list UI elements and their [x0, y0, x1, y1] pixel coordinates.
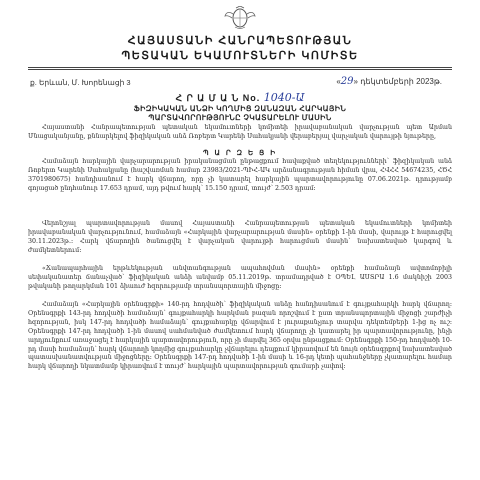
order-number: 1040-Ա — [263, 91, 305, 104]
header-divider — [28, 67, 452, 68]
resolve-heading: Պ Ա Ր Զ Ե Ց Ի — [202, 150, 278, 157]
order-number-line — [0, 91, 480, 104]
order-label: Հ Ր Ա Մ Ա Ն No. — [175, 93, 261, 103]
intro-paragraph: Հայաստանի Հանրապետության պետական եկամուտների կոմիտեի իրավաբանական վարչության պետ Արման Մնացականյանը, քննարկելով ֆիզիկական անձ Ռոբերտ Կարենի Սահակյանի վերաբերյալ վարչական վարույթի նյութերը, — [28, 124, 452, 140]
document-date: «29» դեկտեմբերի 2023թ. — [336, 76, 442, 87]
date-day: 29 — [340, 76, 354, 87]
header-divider-thin — [28, 69, 452, 70]
body-paragraph: Վերոնշյալ պարտավորության մասով Հայաստանի Հանրապետության պետական եկամուտների կոմիտեի իրավաբանական վարչությունում, համաձայն «Հարկային վարչարարության մասին» օրենքի 1-ին մասի, վարույթ է հարուցվել 30.11.2023թ.։ Հարկ վճարողին ծանուցվել է վարչական վարույթի հարուցման մասին՝ նախատեսված կարգով և ժամկետներում։ — [28, 220, 452, 254]
body-paragraph: «Ճանապարհային երթևեկության անվտանգության ապահովման մասին» օրենքի համաձայն ավտոմոբիլի սեփականատեր ճանաչված՝ ֆիզիկական անձի անվամբ 05.11.2019թ. տրամադրված է ՕՊԵԼ ԱՍՏՐԱ 1.6 մակնիշի 2003 թվականի թողարկման 101 ձիաուժ հզորությամբ տրանսպորտային միջոցը։ — [28, 265, 452, 290]
body-paragraph: Համաձայն հարկային վարչարարության իրականացման ընթացքում հավաքված տեղեկությունների՝ ֆիզիկական անձ Ռոբերտ Կարենի Սահակյանը (հաշվառման համար 23983/2021-ՊԻՀ-ԱԿ արձանագրության հիման վրա, ՀՎՀՀ 54674235, ՀԾՀ 3701980675) հանդիսանում է հարկ վճարող, որը չի կատարել հարկային պարտավորությունը 07.06.2021թ. դրությամբ գոյացած ընդհանուր 17.653 դրամ, այդ թվում հարկ՝ 15.150 դրամ, տույժ՝ 2.503 դրամ։ — [28, 158, 452, 192]
date-rest: » դեկտեմբերի 2023թ. — [353, 77, 442, 86]
address: ք. Երևան, Մ. Խորենացի 3 — [30, 78, 131, 87]
document-title-line-2: ՊԱՐՏԱՎՈՐՈՒԹՅՈՒՆԸ ՉԿԱՏԱՐԵԼՈՒ ՄԱՍԻՆ — [148, 113, 332, 122]
header-line-2: ՊԵՏԱԿԱՆ ԵԿԱՄՈՒՏՆԵՐԻ ԿՈՄԻՏԵ — [121, 50, 359, 62]
header-line-1: ՀԱՅԱՍՏԱՆԻ ՀԱՆՐԱՊԵՏՈՒԹՅԱՆ — [127, 35, 353, 47]
document-title-line-1: ՖԻԶԻԿԱԿԱՆ ԱՆՁԻ ԿՈՂՄԻՑ ԶԱՆԱԶԱՆ ՀԱՐԿԱՅԻՆ — [133, 104, 347, 113]
coat-of-arms-icon — [223, 6, 257, 30]
body-paragraph: Համաձայն «Հարկային օրենսգրքի» 140-րդ հոդվածի՝ ֆիզիկական անձը հանդիսանում է գույքահարկի հարկ վճարող։ Օրենսգրքի 143-րդ հոդվածի համաձայն՝ գույքահարկի հարկման բազան որոշվում է ըստ տրանսպորտային միջոցի շարժիչի հզորության, իսկ 147-րդ հոդվածի համաձայն՝ գույքահարկը վճարվում է յուրաքանչյուր տարվա դեկտեմբերի 1-ից ոչ ուշ։ Օրենսգրքի 147-րդ հոդվածի 1-ին մասով սահմանված ժամկետում հարկ վճարողը չի կատարել իր պարտավորությունը, ինչի արդյունքում առաջացել է հարկային պարտավորություն, որը չի մարվել 365 օրվա ընթացքում։ Օրենսգրքի 150-րդ հոդվածի 10-րդ մասի համաձայն՝ հարկ վճարողի կողմից գույքահարկը չվճարելու դեպքում կիրառվում են նույն օրենսգրքով նախատեսված պատասխանատվության միջոցները։ Օրենսգրքի 147-րդ հոդվածի 1-ին մասի և 16-րդ կետի պահանջները չկատարելու համար հարկ վճարողի նկատմամբ կիրառվում է տույժ՝ հարկային պարտավորության գումարի չափով։ — [28, 301, 452, 371]
